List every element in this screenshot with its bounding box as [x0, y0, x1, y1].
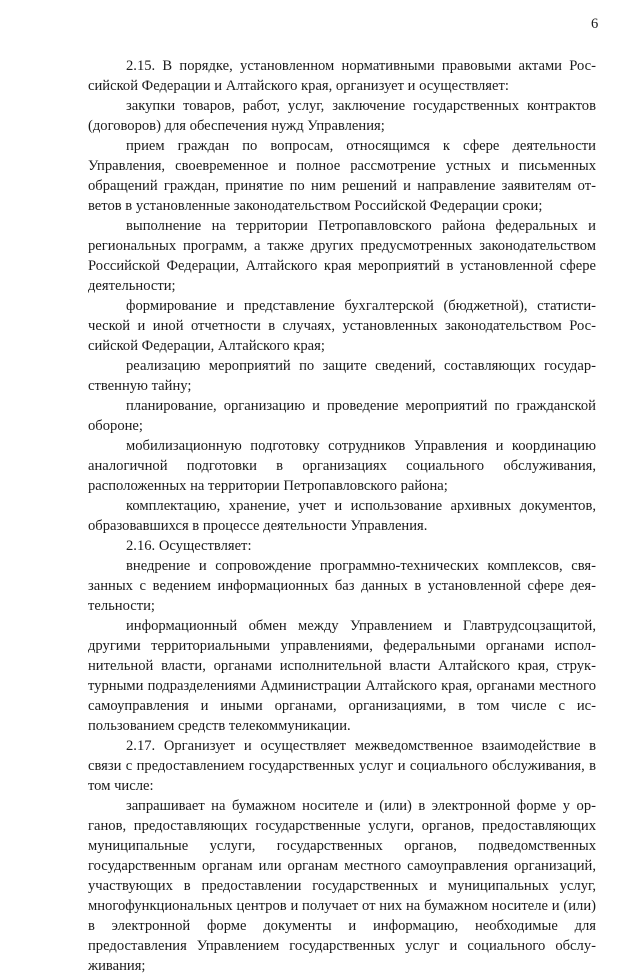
page-number: 6: [591, 16, 599, 32]
paragraph-programs: выполнение на территории Петропавловского района федеральных и региональных программ, а также других предусмотренных законодательством Российской Федерации, Алтайского края мероприятий в установленной сфере деятельности;: [88, 218, 596, 294]
paragraph-2-15: 2.15. В порядке, установленном нормативными правовыми актами Российской Федерации и Алтайского края, организует и осуществляет:: [88, 58, 596, 94]
paragraph-reporting: формирование и представление бухгалтерской (бюджетной), статистической и иной отчетности в случаях, установленных законодательством Российской Федерации, Алтайского края;: [88, 298, 596, 354]
paragraph-software-complexes: внедрение и сопровождение программно-технических комплексов, связанных с ведением информационных баз данных в установленной сфере деятельности;: [88, 558, 596, 614]
paragraph-procurement: закупки товаров, работ, услуг, заключение государственных контрактов (договоров) для обеспечения нужд Управления;: [88, 98, 596, 134]
paragraph-archives: комплектацию, хранение, учет и использование архивных документов, образовавшихся в процессе деятельности Управления.: [88, 498, 596, 534]
paragraph-state-secret: реализацию мероприятий по защите сведений, составляющих государственную тайну;: [88, 358, 596, 394]
paragraph-document-requests: запрашивает на бумажном носителе и (или) в электронной форме у органов, предоставляющих государственные услуги, органов, предоставляющих муниципальные услуги, государственных органов, подведомственных государственным органам или органам местного самоуправления организаций, участвующих в предоставлении государственных и муниципальных услуг, многофункциональных центров и получает от них на бумажном носителе и (или) в электронной форме документы и информацию, необходимые для предоставления Управлением государственных услуг и социального обслуживания;: [88, 798, 596, 974]
paragraph-civil-defense: планирование, организацию и проведение мероприятий по гражданской обороне;: [88, 398, 596, 434]
paragraph-citizen-reception: прием граждан по вопросам, относящимся к сфере деятельности Управления, своевременное и полное рассмотрение устных и письменных обращений граждан, принятие по ним решений и направление заявителям ответов в установленные законодательством Российской Федерации сроки;: [88, 138, 596, 214]
paragraph-information-exchange: информационный обмен между Управлением и Главтрудсоцзащитой, другими территориальными управлениями, федеральными органами исполнительной власти, органами исполнительной власти Алтайского края, структурными подразделениями Администрации Алтайского края, органами местного самоуправления и иными органами, организациями, в том числе с использованием средств телекоммуникации.: [88, 618, 596, 734]
paragraph-2-16: 2.16. Осуществляет:: [126, 538, 252, 554]
paragraph-2-17: 2.17. Организует и осуществляет межведомственное взаимодействие в связи с предоставлением государственных услуг и социального обслуживания, в том числе:: [88, 738, 596, 794]
paragraph-mobilization: мобилизационную подготовку сотрудников Управления и координацию аналогичной подготовки в организациях социального обслуживания, расположенных на территории Петропавловского района;: [88, 438, 596, 494]
document-body: [88, 56, 596, 976]
